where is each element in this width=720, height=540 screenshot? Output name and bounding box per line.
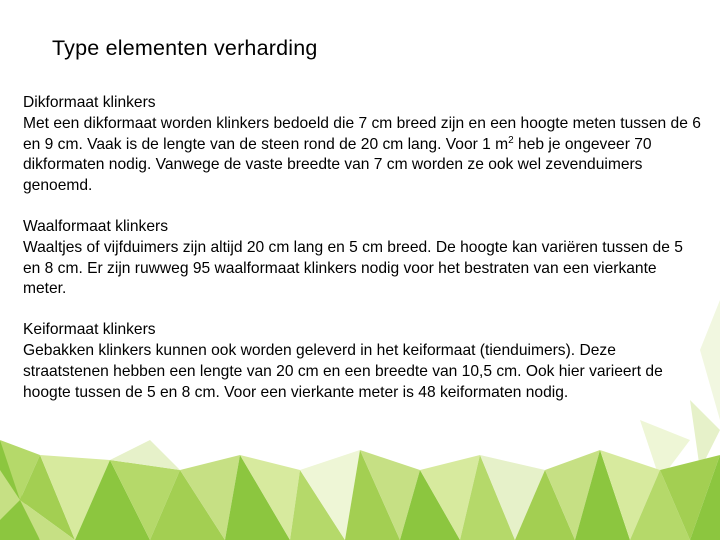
section-waalformaat	[23, 217, 703, 300]
slide-title: Type elementen verharding	[52, 36, 318, 60]
decor-triangle	[700, 300, 720, 420]
section-heading: Keiformaat klinkers	[23, 321, 156, 339]
section-heading: Dikformaat klinkers	[23, 94, 156, 111]
section-text: Waaltjes of vijfduimers zijn altijd 20 cm lang en 5 cm breed. De hoogte kan variëren tussen de 5 en 8 cm. Er zijn ruwweg 95 waalformaat klinkers nodig voor het bestraten van een vierkante meter.	[23, 238, 683, 298]
section-text	[23, 114, 703, 197]
section-text-part: heb je ongeveer 70 dikformaten nodig. Vanwege de vaste breedte van 7 cm worden ze ook wel zevenduimers genoemd.	[23, 135, 652, 195]
section-dikformaat	[23, 93, 703, 197]
section-text: Gebakken klinkers kunnen ook worden geleverd in het keiformaat (tienduimers). Deze straatstenen hebben een lengte van 20 cm en een breedte van 10,5 cm. Ook hier varieert de hoogte tussen de 5 en 8 cm. Voor een vierkante meter is 48 keiformaten nodig.	[23, 341, 663, 401]
superscript: 2	[508, 134, 514, 146]
slide-body	[23, 93, 703, 423]
section-text-part: Met een dikformaat worden klinkers bedoeld die 7 cm breed zijn en een hoogte meten tussen de 6 en 9 cm. Vaak is de lengte van de steen rond de 20 cm lang. Voor 1 m	[23, 114, 701, 153]
section-heading: Waalformaat klinkers	[23, 217, 169, 235]
section-keiformaat	[23, 320, 703, 403]
